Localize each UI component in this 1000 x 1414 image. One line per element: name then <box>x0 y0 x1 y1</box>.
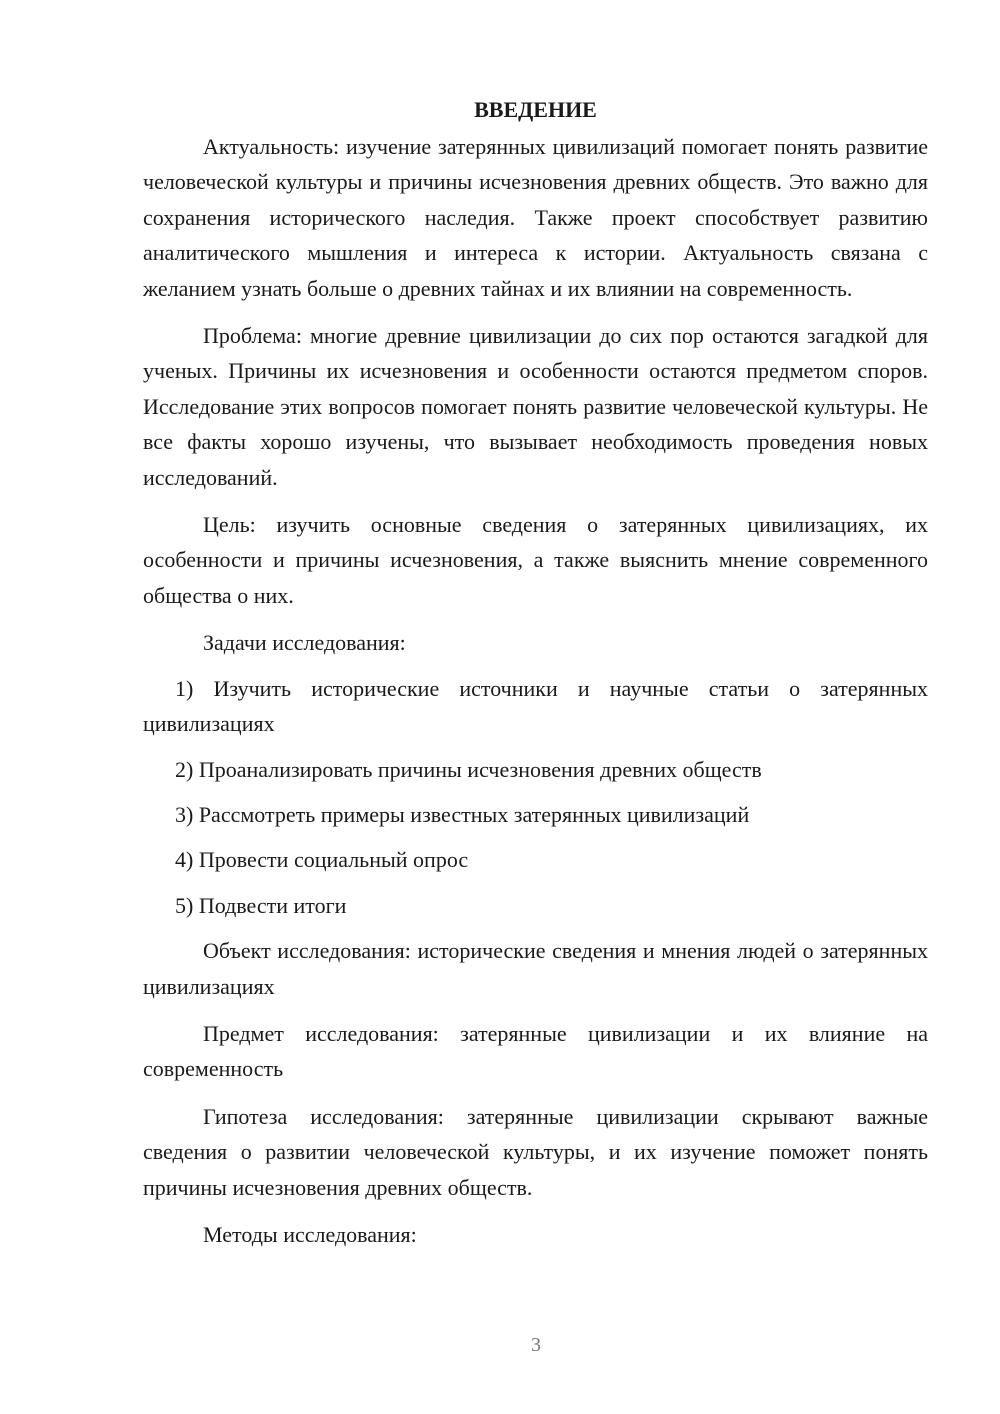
tasks-heading: Задачи исследования: <box>203 630 406 656</box>
task-item-1: 1) Изучить исторические источники и научные статьи о затерянных цивилизациях <box>143 675 928 737</box>
paragraph-subject: Предмет исследования: затерянные цивилизации и их влияние на современность <box>143 1020 928 1082</box>
paragraph-hypothesis: Гипотеза исследования: затерянные цивилизации скрывают важные сведения о развитии человеческой культуры, и их изучение поможет понять причины исчезновения древних обществ. <box>143 1103 928 1200</box>
task-item-4: 4) Провести социальный опрос <box>175 847 469 873</box>
paragraph-problem: Проблема: многие древние цивилизации до сих пор остаются загадкой для ученых. Причины их исчезновения и особенности остаются предметом споров. Исследование этих вопросов помогает понять развитие человеческой культуры. Не все факты хорошо изучены, что вызывает необходимость проведения новых исследований. <box>143 323 928 490</box>
methods-heading: Методы исследования: <box>203 1221 417 1247</box>
task-item-3: 3) Рассмотреть примеры известных затерянных цивилизаций <box>175 801 750 827</box>
page-title: ВВЕДЕНИЕ <box>474 97 597 122</box>
paragraph-relevance: Актуальность: изучение затерянных цивилизаций помогает понять развитие человеческой культуры и причины исчезновения древних обществ. Это важно для сохранения исторического наследия. Также проект способствует развитию аналитического мышления и интереса к истории. Актуальность связана с желанием узнать больше о древних тайнах и их влиянии на современность. <box>143 134 928 301</box>
task-item-2: 2) Проанализировать причины исчезновения древних обществ <box>175 756 762 782</box>
paragraph-goal: Цель: изучить основные сведения о затерянных цивилизациях, их особенности и причины исчезновения, а также выяснить мнение современного общества о них. <box>143 512 928 608</box>
paragraph-object: Объект исследования: исторические сведения и мнения людей о затерянных цивилизациях <box>143 938 928 999</box>
page-number: 3 <box>531 1334 541 1356</box>
task-item-5: 5) Подвести итоги <box>175 892 347 918</box>
document-page <box>143 95 928 1264</box>
